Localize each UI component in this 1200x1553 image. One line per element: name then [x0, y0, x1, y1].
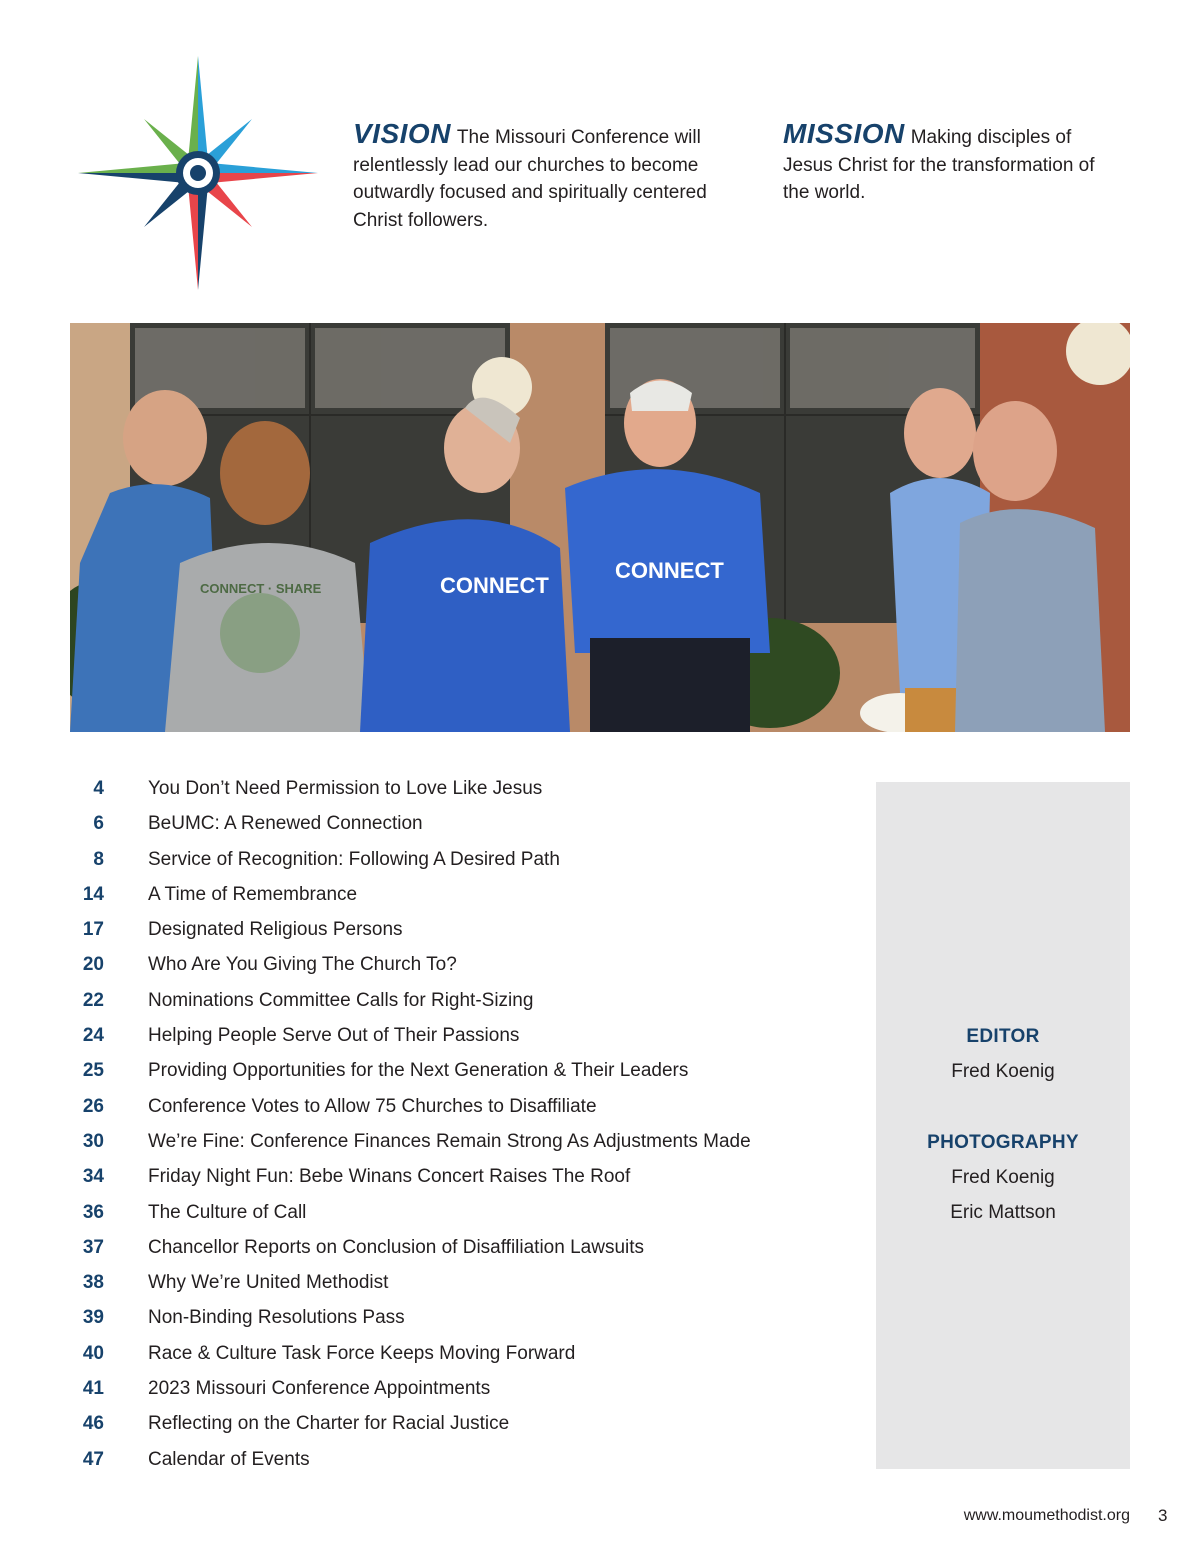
toc-title: Non-Binding Resolutions Pass — [148, 1307, 405, 1329]
toc-entry[interactable] — [70, 1231, 860, 1266]
toc-entry[interactable] — [70, 1125, 860, 1160]
toc-page-number: 22 — [82, 989, 104, 1011]
toc-page-number: 24 — [82, 1025, 104, 1047]
toc-entry[interactable] — [70, 1301, 860, 1336]
page-number: 3 — [1158, 1506, 1168, 1525]
toc-entry[interactable] — [70, 913, 860, 948]
toc-page-number: 20 — [82, 954, 104, 976]
toc-page-number: 26 — [82, 1095, 104, 1117]
toc-title: Helping People Serve Out of Their Passions — [148, 1025, 520, 1047]
toc-title: Chancellor Reports on Conclusion of Disaffiliation Lawsuits — [148, 1236, 645, 1258]
toc-title: You Don’t Need Permission to Love Like Jesus — [148, 778, 543, 799]
toc-title: 2023 Missouri Conference Appointments — [148, 1378, 491, 1400]
compass-star-logo-icon — [76, 54, 320, 292]
toc-page-number: 4 — [93, 778, 104, 799]
toc-entry[interactable] — [70, 1443, 860, 1478]
toc-page-number: 37 — [82, 1236, 104, 1258]
toc-title: We’re Fine: Conference Finances Remain Strong As Adjustments Made — [148, 1130, 751, 1152]
toc-title: A Time of Remembrance — [148, 883, 358, 905]
toc-page-number: 17 — [82, 919, 104, 941]
toc-title: Why We’re United Methodist — [148, 1272, 389, 1294]
toc-title: BeUMC: A Renewed Connection — [148, 813, 423, 835]
toc-page-number: 41 — [82, 1378, 104, 1400]
toc-page-number: 8 — [93, 848, 104, 870]
toc-page-number: 30 — [82, 1130, 104, 1152]
toc-title: The Culture of Call — [148, 1201, 307, 1223]
toc-entry[interactable] — [70, 948, 860, 983]
mission-statement — [783, 120, 1123, 207]
toc-page-number: 14 — [82, 883, 104, 905]
toc-entry[interactable] — [70, 1266, 860, 1301]
toc-title: Designated Religious Persons — [148, 919, 403, 941]
toc-title: Race & Culture Task Force Keeps Moving Forward — [148, 1342, 576, 1364]
toc-title: Nominations Committee Calls for Right-Sizing — [148, 989, 534, 1011]
toc-entry[interactable] — [70, 984, 860, 1019]
mission-keyword: MISSION — [783, 118, 905, 149]
toc-entry[interactable] — [70, 772, 860, 807]
toc-title: Providing Opportunities for the Next Generation & Their Leaders — [148, 1060, 689, 1082]
toc-title: Calendar of Events — [148, 1448, 310, 1470]
shirt-text-1: CONNECT — [440, 573, 549, 598]
editor-name: Fred Koenig — [951, 1061, 1055, 1082]
toc-page-number: 46 — [82, 1413, 104, 1435]
shirt-back-text: CONNECT · SHARE — [200, 581, 322, 596]
toc-entry[interactable] — [70, 1160, 860, 1195]
toc-title: Service of Recognition: Following A Desired Path — [148, 848, 560, 870]
toc-page-number: 25 — [82, 1060, 104, 1082]
cover-photo — [70, 323, 1130, 732]
toc-title: Friday Night Fun: Bebe Winans Concert Raises The Roof — [148, 1166, 631, 1188]
toc-title: Conference Votes to Allow 75 Churches to Disaffiliate — [148, 1095, 597, 1117]
toc-entry[interactable] — [70, 1196, 860, 1231]
vision-keyword: VISION — [353, 118, 451, 149]
photographer-name: Eric Mattson — [950, 1202, 1056, 1223]
toc-entry[interactable] — [70, 1019, 860, 1054]
toc-entry[interactable] — [70, 843, 860, 878]
toc-page-number: 6 — [93, 813, 104, 835]
toc-entry[interactable] — [70, 1337, 860, 1372]
toc-entry[interactable] — [70, 1407, 860, 1442]
toc-page-number: 47 — [82, 1448, 104, 1470]
photographer-name: Fred Koenig — [951, 1167, 1055, 1188]
toc-page-number: 40 — [82, 1342, 104, 1364]
toc-entry[interactable] — [70, 878, 860, 913]
toc-entry[interactable] — [70, 1054, 860, 1089]
vision-statement — [353, 120, 753, 234]
shirt-text-2: CONNECT — [615, 558, 724, 583]
toc-title: Reflecting on the Charter for Racial Justice — [148, 1413, 510, 1435]
toc-page-number: 39 — [82, 1307, 104, 1329]
toc-entry[interactable] — [70, 807, 860, 842]
table-of-contents — [70, 772, 860, 1478]
photography-label: PHOTOGRAPHY — [927, 1132, 1079, 1153]
toc-title: Who Are You Giving The Church To? — [148, 954, 457, 976]
toc-entry[interactable] — [70, 1372, 860, 1407]
toc-page-number: 36 — [82, 1201, 104, 1223]
credits-panel — [876, 782, 1130, 1469]
vision-text: The Missouri Conference will relentlessly lead our churches to become outwardly focused and spiritually centered Christ followers. — [353, 127, 707, 231]
toc-entry[interactable] — [70, 1090, 860, 1125]
website-link[interactable]: www.moumethodist.org — [963, 1507, 1130, 1524]
toc-page-number: 38 — [82, 1272, 104, 1294]
editor-label: EDITOR — [966, 1026, 1040, 1047]
toc-page-number: 34 — [82, 1166, 104, 1188]
mission-text: Making disciples of Jesus Christ for the transformation of the world. — [783, 127, 1095, 203]
